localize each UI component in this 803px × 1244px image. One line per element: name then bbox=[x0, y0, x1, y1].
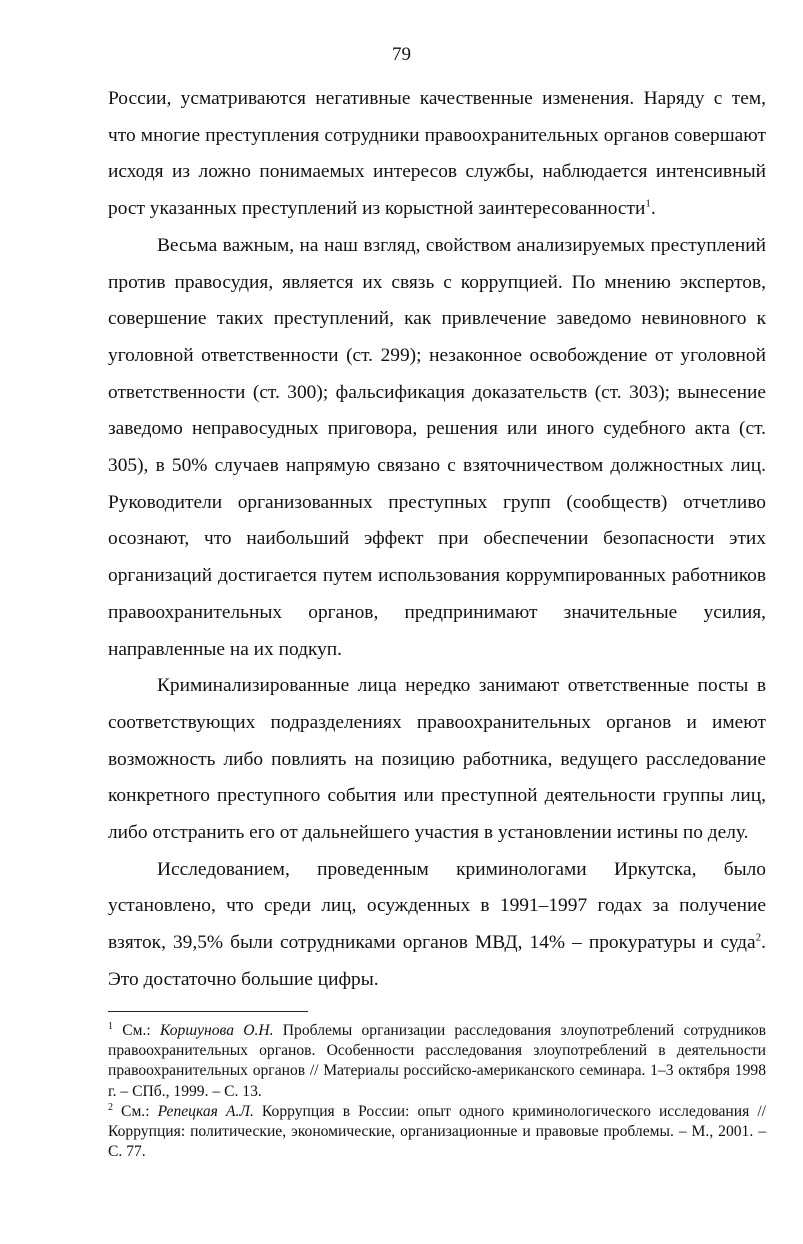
footnote-ref-1: 1 bbox=[645, 197, 651, 210]
footnote-text: Коррупция в России: опыт одного криминологического исследования // Коррупция: политические, экономические, организационные и правовые проблемы. – М., 2001. – С. 77. bbox=[108, 1102, 766, 1161]
footnote-prefix: См.: bbox=[113, 1102, 158, 1120]
footnote-marker: 1 bbox=[108, 1020, 113, 1032]
paragraph-text: Весьма важным, на наш взгляд, свойством анализируемых преступлений против правосудия, является их связь с коррупцией. По мнению экспертов, совершение таких преступлений, как привлечение заведомо невиновного к уголовной ответственности (ст. 299); незаконное освобождение от уголовной ответственности (ст. 300); фальсификация доказательств (ст. 303); вынесение заведомо неправосудных приговора, решения или иного судебного акта (ст. 305), в 50% случаев напрямую связано с взяточничеством должностных лиц. Руководители организованных преступных групп (сообществ) отчетливо осознают, что наибольший эффект при обеспечении безопасности этих организаций достигается путем использования коррумпированных работников правоохранительных органов, предпринимают значительные усилия, направленные на их подкуп. bbox=[108, 234, 766, 660]
paragraph-tail: . bbox=[650, 198, 656, 220]
paragraph-3 bbox=[108, 668, 766, 852]
footnote-author: Репецкая А.Л. bbox=[157, 1102, 254, 1120]
footnote-1 bbox=[108, 1021, 766, 1102]
footnotes bbox=[108, 1021, 766, 1162]
paragraph-text: России, усматриваются негативные качественные изменения. Наряду с тем, что многие преступления сотрудники правоохранительных органов совершают исходя из ложно понимаемых интересов службы, наблюдается интенсивный рост указанных преступлений из корыстной заинтересованности bbox=[108, 88, 766, 220]
footnote-prefix: См.: bbox=[113, 1022, 160, 1039]
paragraph-1 bbox=[108, 81, 766, 228]
footnote-2 bbox=[108, 1102, 766, 1163]
paragraph-text: Криминализированные лица нередко занимают ответственные посты в соответствующих подразделениях правоохранительных органов и имеют возможность либо повлиять на позицию работника, ведущего расследование конкретного преступного события или преступной деятельности группы лиц, либо отстранить его от дальнейшего участия в установлении истины по делу. bbox=[108, 675, 766, 844]
paragraph-tail: . Это достаточно большие цифры. bbox=[108, 932, 766, 990]
paragraph-2 bbox=[108, 228, 766, 668]
footnote-ref-2: 2 bbox=[755, 931, 762, 944]
footnote-author: Коршунова О.Н. bbox=[159, 1022, 274, 1039]
main-text bbox=[108, 81, 766, 999]
paragraph-text: Исследованием, проведенным криминологами Иркутска, было установлено, что среди лиц, осужденных в 1991–1997 годах за получение взяток, 39,5% были сотрудниками органов МВД, 14% – прокуратуры и суда bbox=[108, 858, 766, 954]
footnote-separator bbox=[108, 1011, 308, 1012]
footnote-marker: 2 bbox=[108, 1101, 113, 1113]
footnote-text: Проблемы организации расследования злоупотреблений сотрудников правоохранительных органов. Особенности расследования злоупотреблений в деятельности правоохранительных органов // Материалы российско-американского семинара. 1–3 октября 1998 г. – СПб., 1999. – С. 13. bbox=[108, 1022, 766, 1100]
page-number: 79 bbox=[392, 44, 411, 65]
paragraph-4 bbox=[108, 852, 766, 999]
